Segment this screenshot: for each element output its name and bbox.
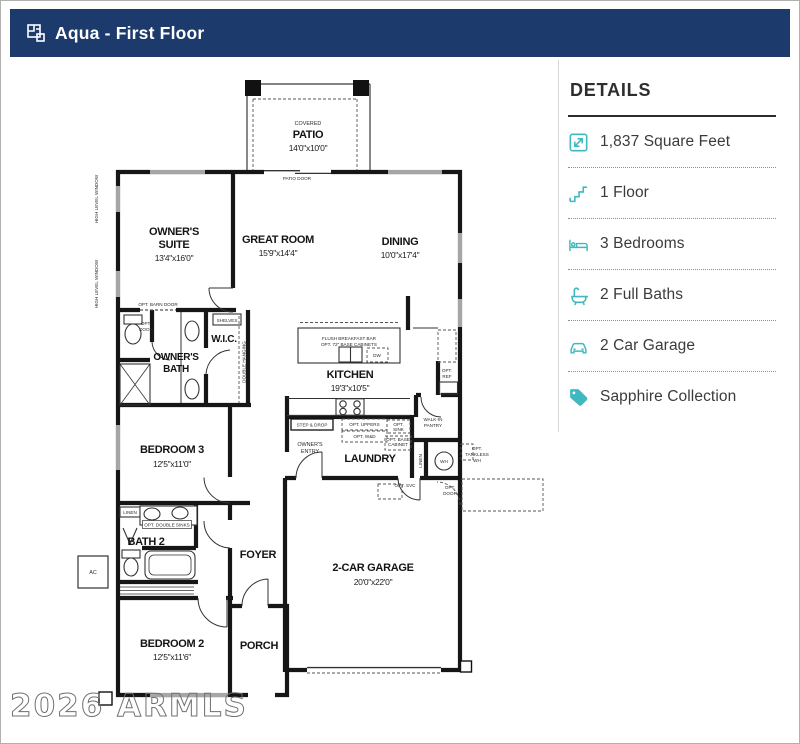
floor-plan xyxy=(0,60,560,744)
room-label-patio-sub: COVERED xyxy=(294,121,322,127)
room-dims-patio: 14'0"x10'0" xyxy=(288,143,328,153)
pantry-label-1: WALK-IN xyxy=(423,417,443,422)
area-icon xyxy=(568,132,589,153)
room-label-owners-suite-2: SUITE xyxy=(158,239,190,251)
room-label-laundry: LAUNDRY xyxy=(344,453,396,465)
room-label-great-room: GREAT ROOM xyxy=(242,234,314,246)
sink xyxy=(185,379,199,399)
room-label-bath2: BATH 2 xyxy=(127,536,165,548)
opt-sink-label: SINK xyxy=(393,427,404,432)
room-dims-dining: 10'0"x17'4" xyxy=(380,250,420,260)
opt-sink-label: OPT. xyxy=(393,422,404,427)
title-bar xyxy=(10,9,790,57)
detail-label: Sapphire Collection xyxy=(600,388,737,405)
stairs-icon xyxy=(568,183,589,204)
floorplan-icon xyxy=(26,23,46,43)
breakfast-bar-label-1: FLUSH BREAKFAST BAR xyxy=(321,336,377,341)
room-label-owners-bath-1: OWNER'S xyxy=(153,352,199,363)
detail-label: 3 Bedrooms xyxy=(600,235,685,252)
opt-barn-door-label: OPT. BARN DOOR xyxy=(138,302,178,307)
detail-label: 2 Full Baths xyxy=(600,286,684,303)
labels-layer xyxy=(10,121,489,724)
detail-item-floors xyxy=(568,167,776,218)
toilet xyxy=(124,315,142,324)
toilet xyxy=(122,550,140,558)
linen-label: LINEN xyxy=(123,510,137,515)
water-heater-label: WH xyxy=(440,459,448,464)
tankless-label-3: WH xyxy=(473,458,481,463)
opt-door-label: OPT. xyxy=(140,321,152,326)
details-heading: DETAILS xyxy=(570,80,652,100)
room-label-owners-suite-1: OWNER'S xyxy=(148,226,200,238)
opt-base-cabinet-label: OPT. BASE xyxy=(386,437,410,442)
step-drop-label: STEP & DROP xyxy=(296,422,328,428)
room-dims-owners-suite: 13'4"x16'0" xyxy=(154,253,194,263)
room-dims-kitchen: 19'3"x10'5" xyxy=(330,383,370,393)
patio-door-label: PATIO DOOR xyxy=(282,176,312,181)
room-label-foyer: FOYER xyxy=(239,549,277,561)
room-label-wic: W.I.C. xyxy=(211,334,237,345)
detail-item-bedrooms xyxy=(568,218,776,269)
room-label-bedroom2: BEDROOM 2 xyxy=(140,638,204,650)
detail-label: 1,837 Square Feet xyxy=(600,133,731,150)
room-label-porch: PORCH xyxy=(239,640,279,652)
watermark: 2026 ARMLS xyxy=(10,688,248,724)
room-dims-garage: 20'0"x22'0" xyxy=(353,577,393,587)
opt-wd-label: OPT. W&D xyxy=(353,434,376,439)
opt-svc-label: OPT. SVC xyxy=(394,483,416,488)
room-label-kitchen: KITCHEN xyxy=(326,369,374,381)
double-hanging-label: DOUBLE HANGING xyxy=(241,341,247,383)
opt-door-label: DOOR xyxy=(139,327,153,332)
owners-entry-label-1: OWNER'S xyxy=(297,442,323,448)
room-dims-bedroom3: 12'5"x11'0" xyxy=(153,459,191,469)
window-label: HIGH LEVEL WINDOW xyxy=(94,259,99,309)
breakfast-bar-label-2: OPT. 72" BASE CABINETS xyxy=(320,342,378,347)
window-label: HIGH LEVEL WINDOW xyxy=(94,174,99,224)
room-label-patio: PATIO xyxy=(292,129,324,141)
ac-label: AC xyxy=(89,570,97,576)
tag-icon xyxy=(568,387,589,408)
opt-uppers-label: OPT. UPPERS xyxy=(349,422,380,427)
closet-label: LINEN xyxy=(418,454,423,468)
opt-ref-label: REF xyxy=(442,374,452,379)
detail-label: 2 Car Garage xyxy=(600,337,696,354)
room-label-garage: 2-CAR GARAGE xyxy=(332,562,414,574)
room-label-bedroom3: BEDROOM 3 xyxy=(140,444,204,456)
page-title: Aqua - First Floor xyxy=(55,22,205,43)
opt-double-sinks-label: OPT. DOUBLE SINKS xyxy=(144,522,190,528)
detail-item-collection xyxy=(568,371,776,422)
garage-opt-door-label: DOOR xyxy=(443,491,457,496)
car-icon xyxy=(568,336,589,357)
detail-item-sqft xyxy=(568,117,776,167)
opt-base-cabinet-label: CABINET xyxy=(388,442,408,447)
pantry-label-2: PANTRY xyxy=(423,423,443,428)
room-dims-great-room: 15'9"x14'4" xyxy=(258,248,298,258)
shelves-label: SHELVES xyxy=(216,318,238,323)
bed-icon xyxy=(568,234,589,255)
room-dims-bedroom2: 12'5"x11'6" xyxy=(153,652,191,662)
detail-item-baths xyxy=(568,269,776,320)
bath-icon xyxy=(568,285,589,306)
owners-entry-label-2: ENTRY xyxy=(300,449,320,455)
detail-item-garage xyxy=(568,320,776,371)
tankless-label-1: OPT. xyxy=(471,446,483,451)
dishwasher-label: DW xyxy=(373,353,381,358)
tankless-label-2: TANKLESS xyxy=(465,452,489,457)
details-panel xyxy=(568,78,776,422)
room-label-owners-bath-2: BATH xyxy=(163,364,189,375)
garage-opt-door-label: OPT. xyxy=(444,485,456,490)
room-label-dining: DINING xyxy=(381,236,419,248)
opt-ref-label: OPT. xyxy=(441,368,453,373)
sink xyxy=(185,321,199,341)
detail-label: 1 Floor xyxy=(600,184,649,201)
